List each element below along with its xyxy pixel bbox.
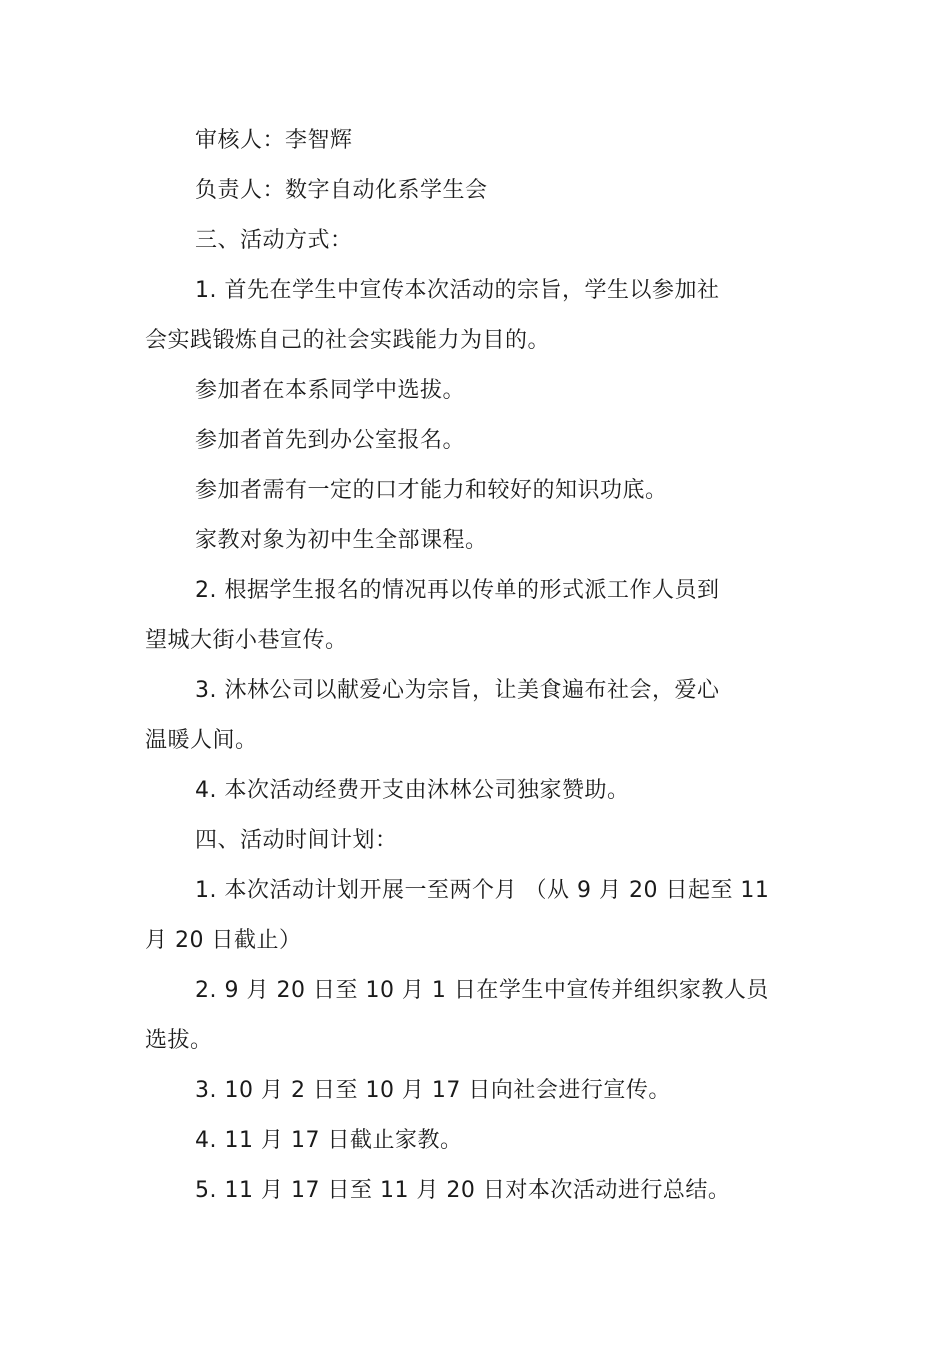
schedule-item-4: 4. 11 月 17 日截止家教。 [195, 1128, 463, 1153]
method-item-4: 4. 本次活动经费开支由沐林公司独家赞助。 [195, 778, 630, 803]
schedule-item-3: 3. 10 月 2 日至 10 月 17 日向社会进行宣传。 [195, 1078, 671, 1103]
schedule-item-2: 2. 9 月 20 日至 10 月 1 日在学生中宣传并组织家教人员 [195, 978, 769, 1003]
schedule-item-1: 1. 本次活动计划开展一至两个月 （从 9 月 20 日起至 11 [195, 878, 770, 903]
paragraph-line: 参加者需有一定的口才能力和较好的知识功底。 [195, 478, 668, 503]
schedule-item-2-cont: 选拔。 [145, 1028, 213, 1053]
section-heading-schedule: 四、活动时间计划： [195, 828, 398, 853]
paragraph-line: 参加者首先到办公室报名。 [195, 428, 466, 453]
method-item-1: 1. 首先在学生中宣传本次活动的宗旨，学生以参加社 [195, 278, 720, 303]
method-item-2-cont: 望城大街小巷宣传。 [145, 628, 348, 653]
schedule-item-1-cont: 月 20 日截止） [145, 928, 302, 953]
method-item-3: 3. 沐林公司以献爱心为宗旨，让美食遍布社会，爱心 [195, 678, 720, 703]
owner-line: 负责人：数字自动化系学生会 [195, 178, 488, 203]
section-heading-method: 三、活动方式： [195, 228, 353, 253]
paragraph-line: 参加者在本系同学中选拔。 [195, 378, 466, 403]
method-item-3-cont: 温暖人间。 [145, 728, 258, 753]
paragraph-line: 家教对象为初中生全部课程。 [195, 528, 488, 553]
method-item-2: 2. 根据学生报名的情况再以传单的形式派工作人员到 [195, 578, 720, 603]
reviewer-line: 审核人：李智辉 [195, 128, 353, 153]
method-item-1-cont: 会实践锻炼自己的社会实践能力为目的。 [145, 328, 551, 353]
schedule-item-5: 5. 11 月 17 日至 11 月 20 日对本次活动进行总结。 [195, 1178, 731, 1203]
